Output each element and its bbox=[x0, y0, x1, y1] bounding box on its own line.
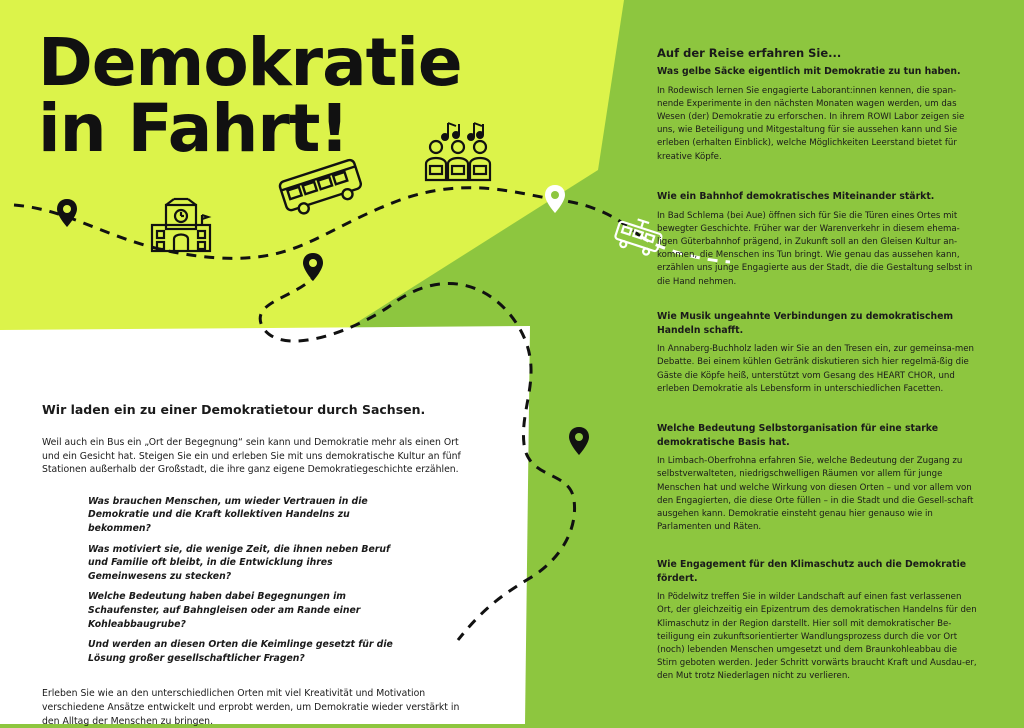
section-title: Welche Bedeutung Selbstorganisation für eine starke demokratische Basis hat. bbox=[657, 423, 939, 448]
journey-section bbox=[657, 422, 977, 534]
section-text: In Rodewisch lernen Sie engagierte Laborant:innen kennen, die span-nende Experimente in den nächsten Monaten wagen werden, um das Wesen (der) Demokratie zu erforschen. In ihrem ROWI Labor zeigen sie uns, wie Beteiligung und Mitgestaltung für sie aussehen kann und Sie erleben (erhalten Einblick), welche Möglichkeiten Leerstand bietet für kreative Köpfe. bbox=[657, 85, 965, 162]
section-text: In Annaberg-Buchholz laden wir Sie an den Tresen ein, zur gemeinsa-men Debatte. Bei einem kühlen Getränk diskutieren sich hier regelmä-ßig die Gäste die Köpfe heiß, unterstützt vom Gesang des HEART CHOR, und erleben Demokratie als Lebensform in unterschiedlichen Facetten. bbox=[657, 344, 975, 394]
section-title: Wie Engagement für den Klimaschutz auch die Demokratie fördert. bbox=[657, 559, 967, 584]
journey-section bbox=[657, 558, 977, 684]
question-item: Welche Bedeutung haben dabei Begegnungen im Schaufenster, auf Bahngleisen oder am Rande einer Kohleabbaugrube? bbox=[88, 591, 361, 630]
intro-block bbox=[42, 402, 474, 728]
section-title: Was gelbe Säcke eigentlich mit Demokratie zu tun haben. bbox=[657, 66, 961, 77]
bus-icon bbox=[276, 156, 366, 218]
map-pin-icon bbox=[302, 252, 324, 282]
journey-section bbox=[657, 310, 977, 396]
question-item: Was brauchen Menschen, um wieder Vertrauen in die Demokratie und die Kraft kollektiven Handelns zu bekommen? bbox=[88, 495, 368, 534]
choir-icon bbox=[424, 138, 492, 182]
intro-paragraph: Weil auch ein Bus ein „Ort der Begegnung“ sein kann und Demokratie mehr als einen Ort und ein Gesicht hat. Steigen Sie ein und erleben Sie mit uns demokratische Kultur an fünf Stationen außerhalb der Großstadt, die ihre ganz eigene Demokratiegeschichte erzählen. bbox=[42, 437, 461, 476]
question-item: Und werden an diesen Orten die Keimlinge gesetzt für die Lösung großer gesellschaftlicher Fragen? bbox=[88, 639, 393, 664]
map-pin-icon bbox=[568, 426, 590, 456]
intro-heading: Wir laden ein zu einer Demokratietour durch Sachsen. bbox=[42, 402, 426, 417]
section-text: In Pödelwitz treffen Sie in wilder Landschaft auf einen fast verlassenen Ort, der gleichzeitig ein Epizentrum des demokratischen Handelns für den Klimaschutz in der Region darstellt. Hier soll mit demokratischer Be-teiligung ein zukunftsorientierter Wandlungsprozess durch die vor Ort (noch) lebenden Menschen umgesetzt und dem Braunkohleabbau die Stirn geboten werden. Jeder Schritt vorwärts braucht Kraft und Ausdau-er, den Mut trotz Niederlagen nicht zu verlieren. bbox=[657, 592, 977, 682]
title-line-1: Demokratie bbox=[38, 24, 462, 101]
section-title: Wie Musik ungeahnte Verbindungen zu demokratischem Handeln schafft. bbox=[657, 311, 954, 336]
closing-paragraph: Erleben Sie wie an den unterschiedlichen Orten mit viel Kreativität und Motivation verschiedene Ansätze entwickelt und erprobt werden, um Demokratie wieder verstärkt in den Alltag der Menschen zu bringen. bbox=[42, 688, 460, 727]
journey-section bbox=[657, 65, 977, 164]
page-title bbox=[38, 24, 462, 167]
map-pin-icon bbox=[544, 184, 566, 214]
town-hall-icon bbox=[150, 195, 212, 253]
question-item: Was motiviert sie, die wenige Zeit, die ihnen neben Beruf und Familie oft bleibt, in die Entwicklung ihres Gemeinwesens zu stecken? bbox=[88, 543, 391, 582]
section-title: Wie ein Bahnhof demokratisches Miteinander stärkt. bbox=[657, 191, 935, 202]
section-text: In Bad Schlema (bei Aue) öffnen sich für Sie die Türen eines Ortes mit bewegter Geschichte. Früher war der Warenverkehr in diesem ehema-ligen Güterbahnhof prägend, in Zukunft soll an den Gleisen Kultur an-kommen, die Menschen ins Tun bringt. Wie genau das aussehen kann, erzählen uns junge Engagierte aus der Stadt, die die Gestaltung selbst in die Hand nehmen. bbox=[657, 210, 973, 287]
section-text: In Limbach-Oberfrohna erfahren Sie, welche Bedeutung der Zugang zu selbstverwalteten, niedrigschwelligen Räumen vor allem für junge Menschen hat und welche Wirkung von diesen Orten – und vor allem von den Engagierten, die diese Orte füllen – in die Stadt und die Gesell-schaft ausgehen kann. Demokratie einsteht genau hier genauso wie in Parlamenten und Räten. bbox=[657, 456, 974, 533]
journey-header bbox=[657, 46, 977, 61]
journey-section bbox=[657, 190, 977, 289]
title-line-2: in Fahrt! bbox=[38, 90, 349, 167]
question-list bbox=[88, 495, 408, 666]
journey-heading: Auf der Reise erfahren Sie... bbox=[657, 46, 842, 60]
map-pin-icon bbox=[56, 198, 78, 228]
